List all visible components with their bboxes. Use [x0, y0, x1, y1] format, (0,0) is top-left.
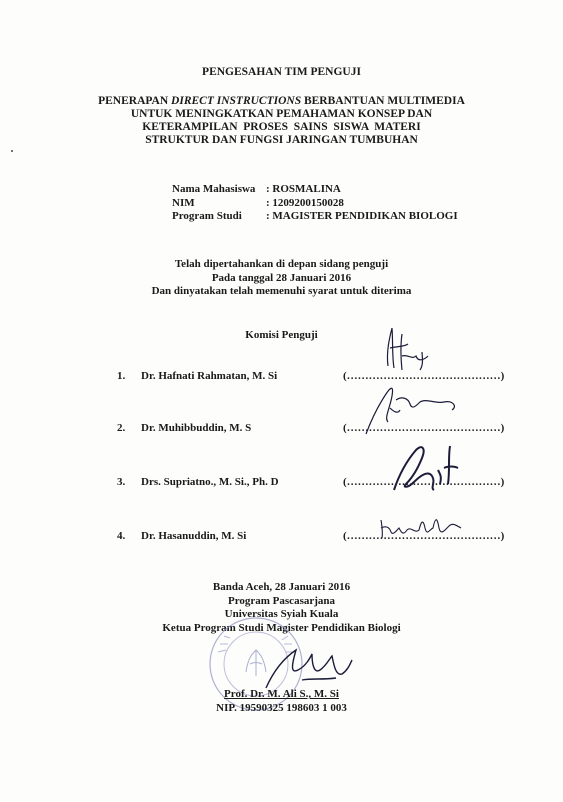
examiner-row: [0, 476, 563, 490]
signature-4-handwriting: [377, 508, 467, 548]
research-title-line-3: KETERAMPILAN PROSES SAINS SISWA MATERI: [142, 121, 421, 133]
committee-heading: Komisi Penguji: [245, 329, 318, 341]
examiner-name: Drs. Supriatno., M. Si., Ph. D: [141, 476, 279, 488]
university-name: Universitas Syiah Kuala: [224, 608, 339, 620]
examiner-name: Dr. Hafnati Rahmatan, M. Si: [141, 370, 278, 382]
signer-name: Prof. Dr. M. Ali S., M. Si: [224, 688, 339, 700]
student-name-row: [172, 183, 458, 197]
examiner-name: Dr. Hasanuddin, M. Si: [141, 530, 247, 542]
chair-role: Ketua Program Studi Magister Pendidikan Biologi: [162, 621, 401, 634]
student-program-label: Program Studi: [172, 210, 242, 222]
examiner-number: 4.: [117, 530, 126, 542]
examiner-row: [0, 370, 563, 384]
speck-mark: [11, 150, 13, 152]
defense-statement: [0, 258, 563, 299]
program-name: Program Pascasarjana: [227, 594, 336, 607]
research-title-line-4: STRUKTUR DAN FUNGSI JARINGAN TUMBUHAN: [145, 134, 418, 146]
page-title: PENGESAHAN TIM PENGUJI: [202, 66, 361, 78]
examiner-number: 3.: [117, 476, 126, 488]
place-date: Banda Aceh, 28 Januari 2016: [212, 581, 351, 593]
student-program-value: : MAGISTER PENDIDIKAN BIOLOGI: [266, 210, 458, 222]
signature-3-handwriting: [388, 440, 468, 500]
signature-2-handwriting: [360, 378, 470, 438]
student-program-row: [172, 210, 458, 224]
research-title-prefix: PENERAPAN: [98, 95, 172, 107]
examiner-number: 2.: [117, 422, 126, 434]
student-nim-row: [172, 197, 458, 211]
signer-block: [0, 688, 563, 715]
defense-line-1: Telah dipertahankan di depan sidang penguji: [174, 258, 389, 270]
signature-line: (……………………………………): [343, 530, 505, 542]
research-title-italic: DIRECT INSTRUCTIONS: [171, 95, 302, 107]
student-name-label: Nama Mahasiswa: [172, 183, 256, 195]
student-info: [172, 183, 458, 224]
examiner-row: [0, 530, 563, 544]
examiner-name: Dr. Muhibbuddin, M. S: [141, 422, 252, 434]
research-title-line-1: [0, 95, 563, 108]
examiner-number: 1.: [117, 370, 126, 382]
signature-line: (……………………………………): [343, 422, 505, 434]
signer-nip: NIP. 19590325 198603 1 003: [216, 701, 347, 714]
research-title-line-2: UNTUK MENINGKATKAN PEMAHAMAN KONSEP DAN: [130, 108, 433, 120]
signature-line: (……………………………………): [343, 370, 505, 382]
defense-line-2: Pada tanggal 28 Januari 2016: [211, 271, 352, 284]
research-title-suffix: BERBANTUAN MULTIMEDIA: [301, 95, 465, 107]
signature-1-handwriting: [378, 326, 438, 386]
signature-line: (……………………………………): [343, 476, 505, 488]
examiner-row: [0, 422, 563, 436]
research-title: [0, 95, 563, 147]
student-nim-label: NIM: [172, 196, 195, 209]
student-nim-value: : 1209200150028: [266, 196, 344, 209]
student-name-value: : ROSMALINA: [266, 183, 341, 195]
defense-line-3: Dan dinyatakan telah memenuhi syarat untuk diterima: [151, 285, 412, 297]
